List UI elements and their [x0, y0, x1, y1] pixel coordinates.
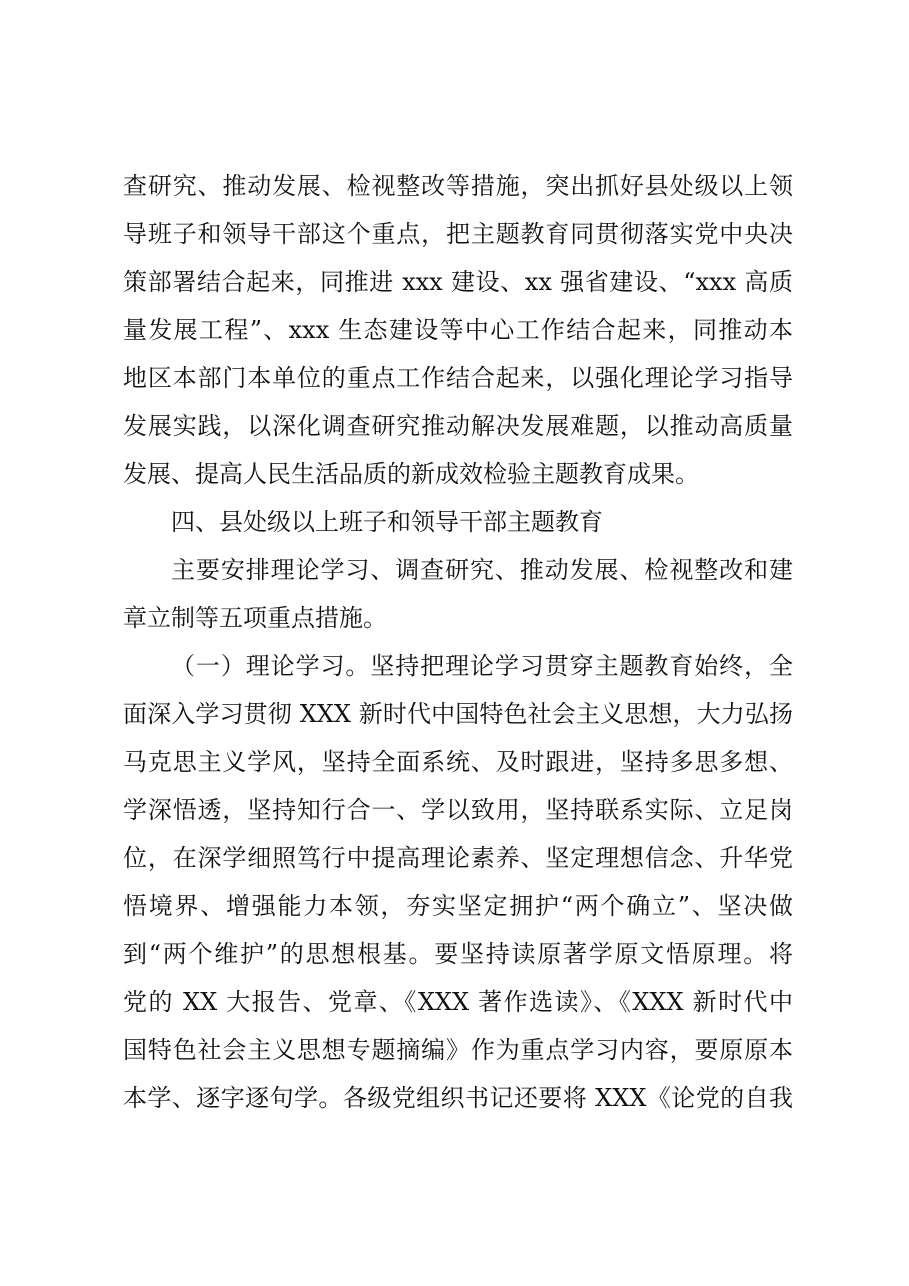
text-line: 到“两个维护”的思想根基。要坚持读原著学原文悟原理。将 — [123, 940, 793, 968]
text-line: 党的 XX 大报告、党章、《XXX 著作选读》、《XXX 新时代中 — [123, 988, 793, 1016]
text-line: 发展、提高人民生活品质的新成效检验主题教育成果。 — [123, 460, 699, 488]
text-line: 悟境界、增强能力本领，夯实坚定拥护“两个确立”、坚决做 — [123, 892, 793, 920]
text-line: 国特色社会主义思想专题摘编》作为重点学习内容，要原原本 — [123, 1036, 793, 1064]
section-heading: 四、县处级以上班子和领导干部主题教育 — [171, 508, 603, 536]
theory-study-paragraph — [123, 642, 793, 1122]
document-body — [123, 162, 793, 1122]
paragraph-continuation — [123, 162, 793, 498]
text-line: 马克思主义学风，坚持全面系统、及时跟进，坚持多思多想、 — [123, 748, 793, 776]
text-line: 导班子和领导干部这个重点，把主题教育同贯彻落实党中央决 — [123, 220, 793, 248]
text-line: 策部署结合起来，同推进 xxx 建设、xx 强省建设、“xxx 高质 — [123, 268, 793, 296]
text-line: 地区本部门本单位的重点工作结合起来，以强化理论学习指导 — [123, 364, 793, 392]
intro-paragraph — [123, 546, 793, 642]
text-line: 位，在深学细照笃行中提高理论素养、坚定理想信念、升华党 — [123, 844, 793, 872]
text-line: （一）理论学习。坚持把理论学习贯穿主题教育始终，全 — [171, 652, 793, 680]
text-line: 量发展工程”、xxx 生态建设等中心工作结合起来，同推动本 — [123, 316, 793, 344]
text-line: 主要安排理论学习、调查研究、推动发展、检视整改和建 — [171, 556, 793, 584]
text-line: 查研究、推动发展、检视整改等措施，突出抓好县处级以上领 — [123, 172, 793, 200]
text-line: 本学、逐字逐句学。各级党组织书记还要将 XXX《论党的自我 — [123, 1084, 793, 1112]
text-line: 发展实践，以深化调查研究推动解决发展难题，以推动高质量 — [123, 412, 793, 440]
text-line: 面深入学习贯彻 XXX 新时代中国特色社会主义思想，大力弘扬 — [123, 700, 793, 728]
text-line: 学深悟透，坚持知行合一、学以致用，坚持联系实际、立足岗 — [123, 796, 793, 824]
text-line: 章立制等五项重点措施。 — [123, 604, 387, 632]
